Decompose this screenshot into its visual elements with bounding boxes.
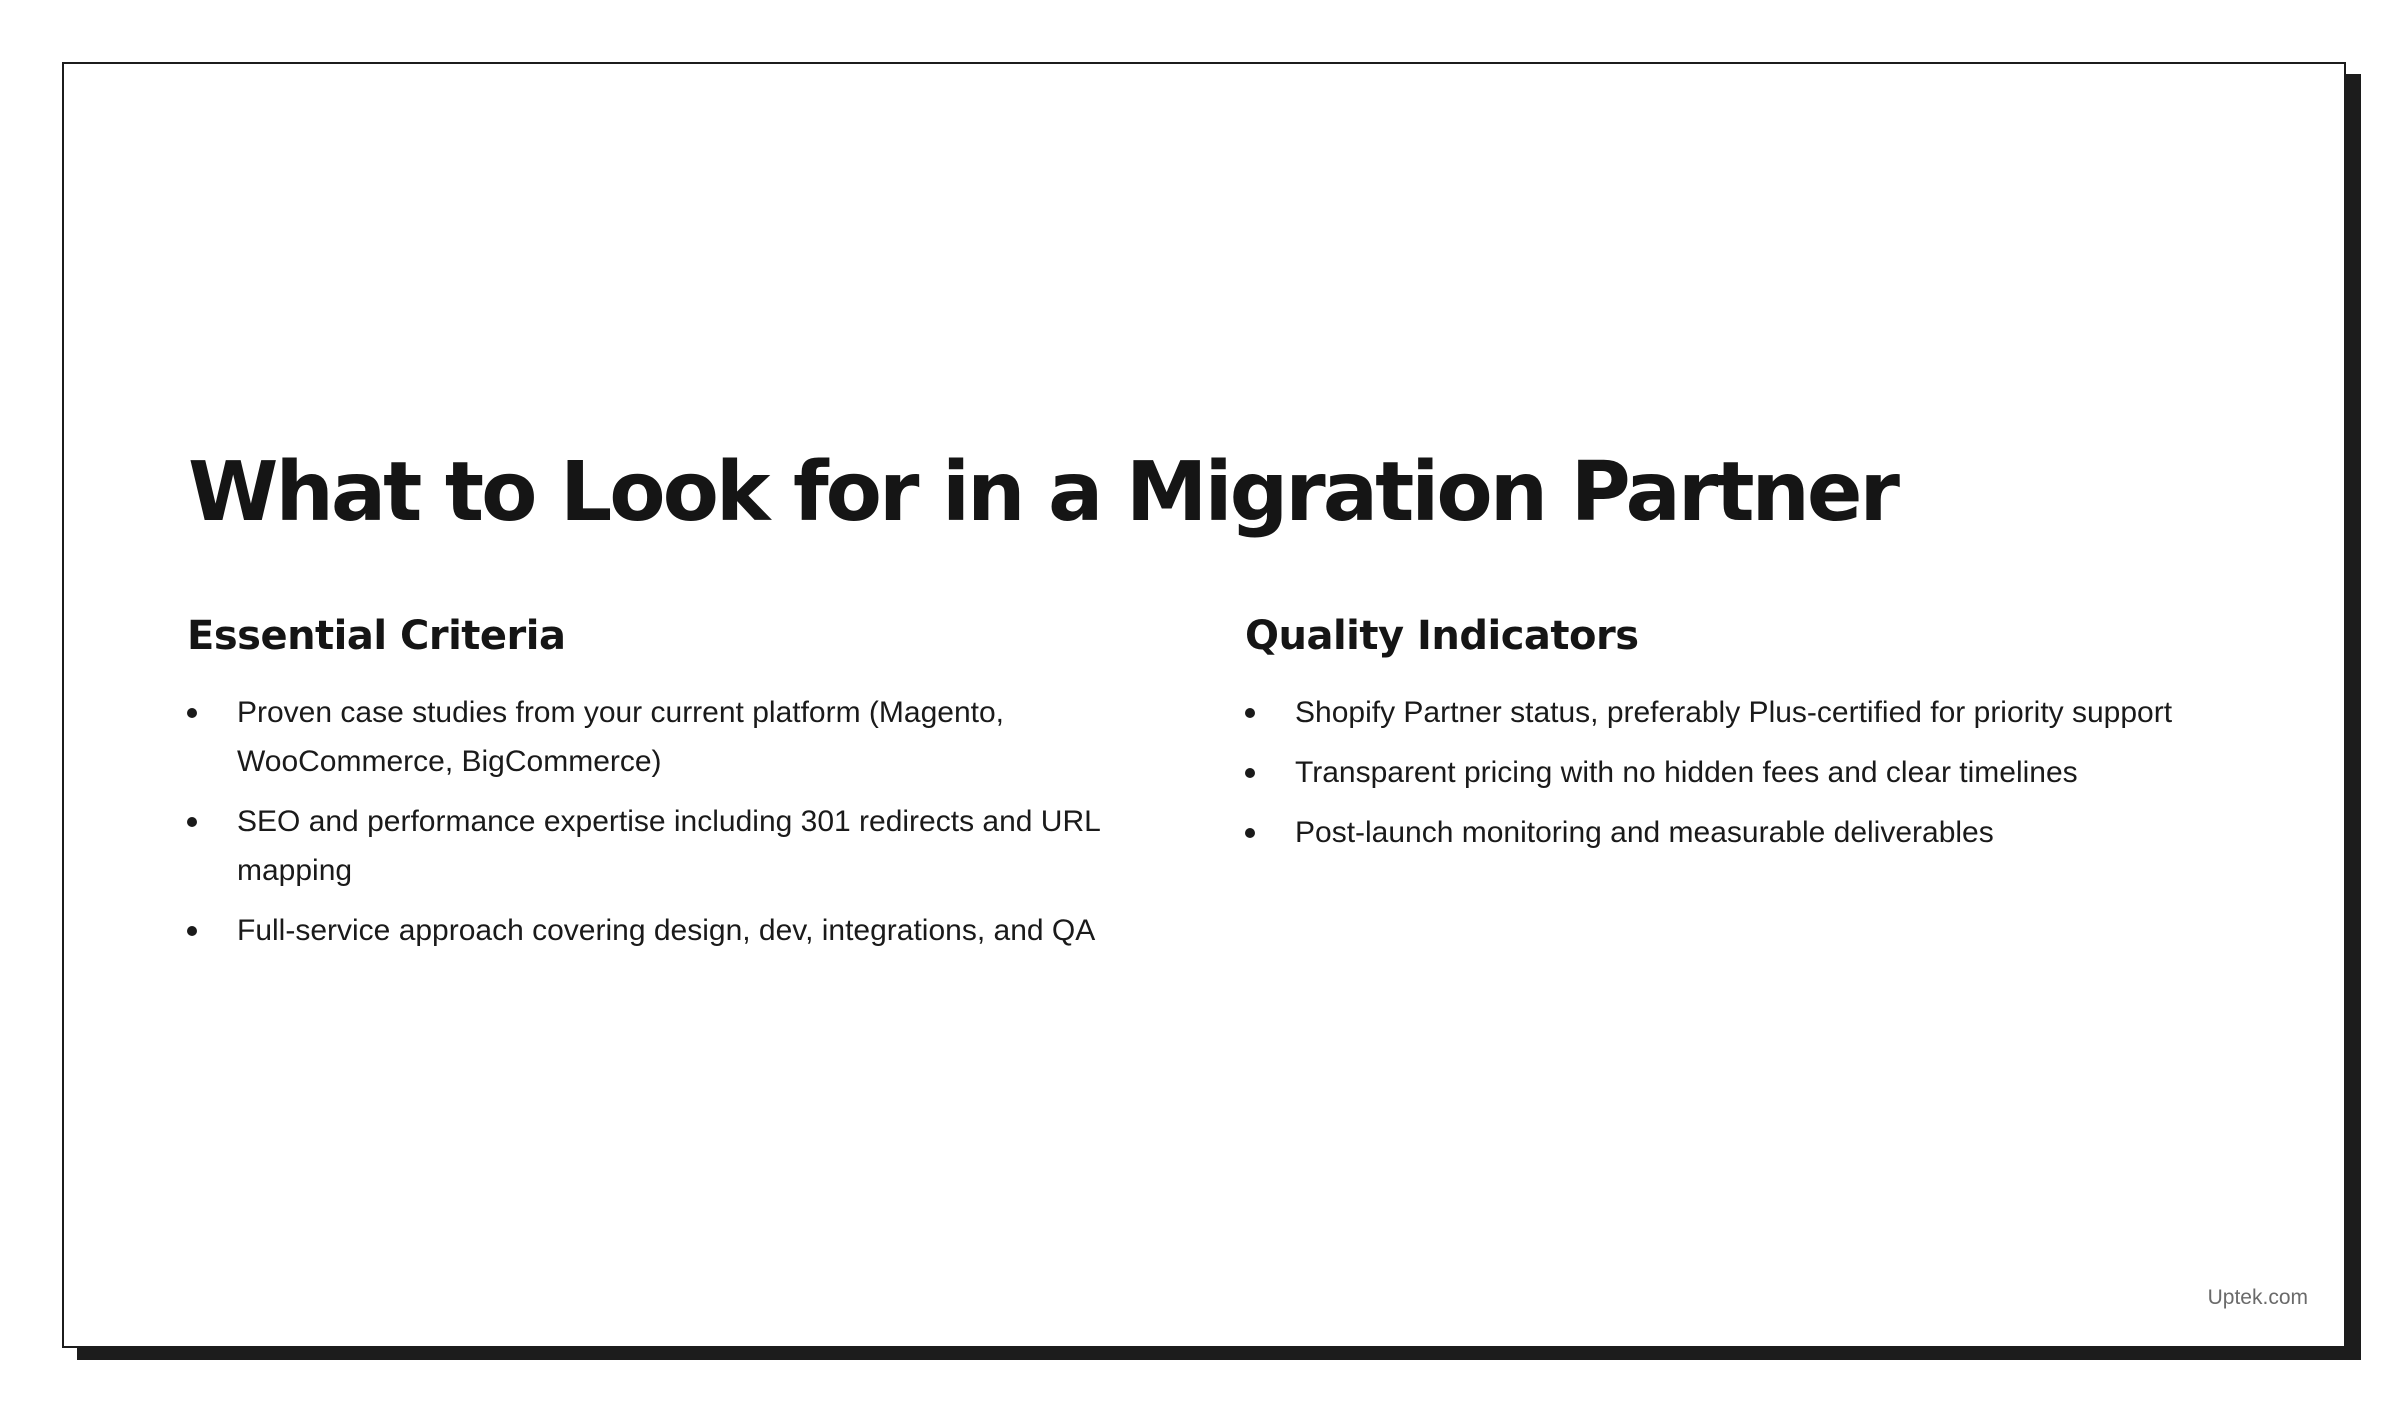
essential-criteria-column — [187, 612, 1187, 966]
quality-indicators-column — [1245, 612, 2305, 868]
column-heading: Essential Criteria — [187, 613, 566, 659]
bullet-icon — [1245, 828, 1255, 838]
slide — [62, 62, 2346, 1348]
list-item-text: Transparent pricing with no hidden fees and clear timelines — [1295, 756, 2078, 789]
bullet-icon — [1245, 768, 1255, 778]
bullet-icon — [1245, 708, 1255, 718]
bullet-icon — [187, 926, 197, 936]
list-item — [187, 797, 1187, 895]
list-item — [187, 906, 1187, 955]
list-item — [1245, 748, 2305, 797]
footer-source: Uptek.com — [2207, 1286, 2308, 1309]
list-item — [1245, 688, 2305, 737]
column-heading: Quality Indicators — [1245, 613, 1639, 659]
list-item-text: Proven case studies from your current platform (Magento, WooCommerce, BigCommerce) — [237, 696, 1004, 778]
bullet-icon — [187, 817, 197, 827]
bullet-icon — [187, 708, 197, 718]
slide-title: What to Look for in a Migration Partner — [188, 445, 1897, 540]
list-item-text: Post-launch monitoring and measurable deliverables — [1295, 816, 1994, 849]
criteria-list — [187, 688, 1187, 955]
list-item — [1245, 808, 2305, 857]
list-item — [187, 688, 1187, 786]
list-item-text: SEO and performance expertise including 301 redirects and URL mapping — [237, 805, 1100, 887]
indicators-list — [1245, 688, 2305, 857]
list-item-text: Full-service approach covering design, dev, integrations, and QA — [237, 914, 1096, 947]
list-item-text: Shopify Partner status, preferably Plus-certified for priority support — [1295, 696, 2173, 729]
